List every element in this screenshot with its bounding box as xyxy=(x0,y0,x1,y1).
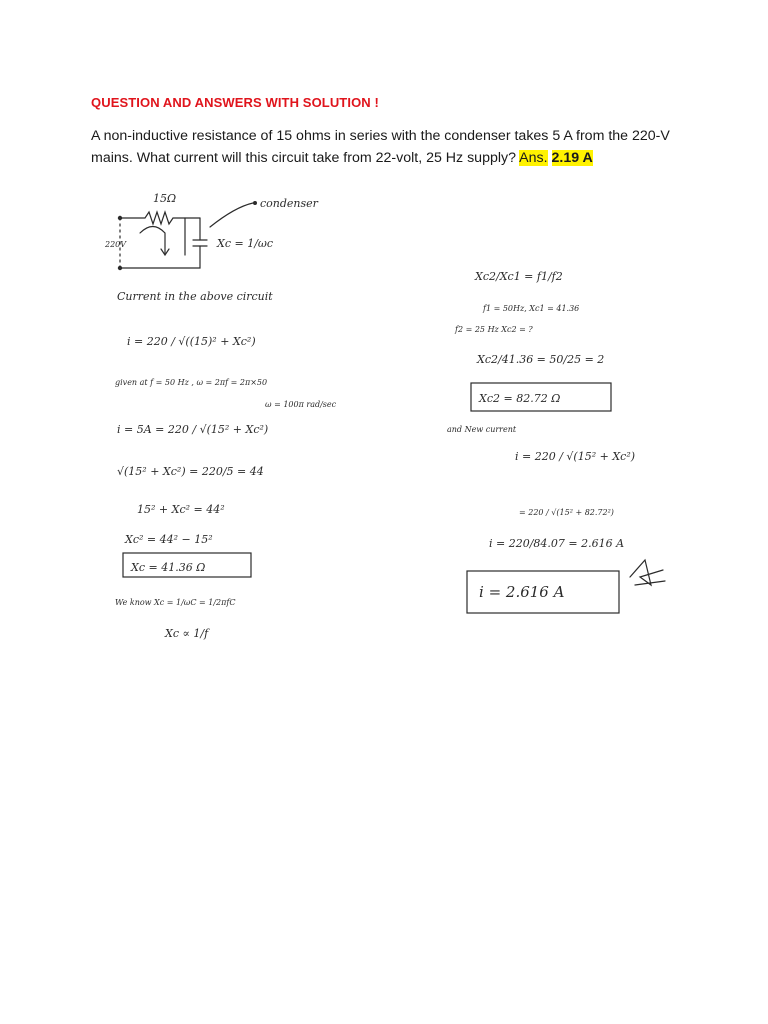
left-working xyxy=(115,290,337,640)
working-line: i = 220/84.07 = 2.616 A xyxy=(489,537,625,550)
working-line: and New current xyxy=(447,425,517,434)
voltage-label: 220V xyxy=(105,240,127,249)
working-result: Xc = 41.36 Ω xyxy=(131,561,206,574)
working-line: 15² + Xc² = 44² xyxy=(137,503,225,516)
circuit-diagram xyxy=(104,192,319,270)
working-line: f1 = 50Hz, Xc1 = 41.36 xyxy=(483,304,580,313)
answer-label: Ans. xyxy=(519,150,548,166)
working-line: = 220 / √(15² + 82.72²) xyxy=(519,508,614,517)
working-line: i = 5A = 220 / √(15² + Xc²) xyxy=(117,423,269,436)
working-line: i = 220 / √((15)² + Xc²) xyxy=(127,335,256,348)
working-line: i = 220 / √(15² + Xc²) xyxy=(515,450,636,463)
final-answer: i = 2.616 A xyxy=(479,583,565,601)
working-line: Xc2/Xc1 = f1/f2 xyxy=(475,270,563,283)
working-result: Xc2 = 82.72 Ω xyxy=(479,392,561,405)
working-line: Current in the above circuit xyxy=(117,290,273,303)
working-line: Xc² = 44² − 15² xyxy=(125,533,213,546)
working-line: Xc ∝ 1/f xyxy=(165,627,209,640)
question-paragraph xyxy=(91,125,701,169)
working-line: Xc2/41.36 = 50/25 = 2 xyxy=(477,353,605,366)
resistor-label: 15Ω xyxy=(153,192,177,205)
working-line: ω = 100π rad/sec xyxy=(265,400,337,409)
xc-formula: Xc = 1/ωc xyxy=(217,237,274,250)
condenser-label: condenser xyxy=(260,197,318,210)
working-line: f2 = 25 Hz Xc2 = ? xyxy=(455,325,533,334)
signature-mark xyxy=(630,560,665,585)
page-heading: QUESTION AND ANSWERS WITH SOLUTION ! xyxy=(91,95,379,110)
answer-value: 2.19 A xyxy=(551,150,593,166)
working-line: given at f = 50 Hz , ω = 2πf = 2π×50 xyxy=(115,378,268,387)
working-line: √(15² + Xc²) = 220/5 = 44 xyxy=(117,465,264,478)
handwritten-solution-image xyxy=(95,185,695,645)
right-working xyxy=(447,270,665,613)
working-line: We know Xc = 1/ωC = 1/2πfC xyxy=(115,598,236,607)
question-text: A non-inductive resistance of 15 ohms in series with the condenser takes 5 A from the 220-V mains. What current will this circuit take from 22-volt, 25 Hz supply? xyxy=(91,128,670,166)
